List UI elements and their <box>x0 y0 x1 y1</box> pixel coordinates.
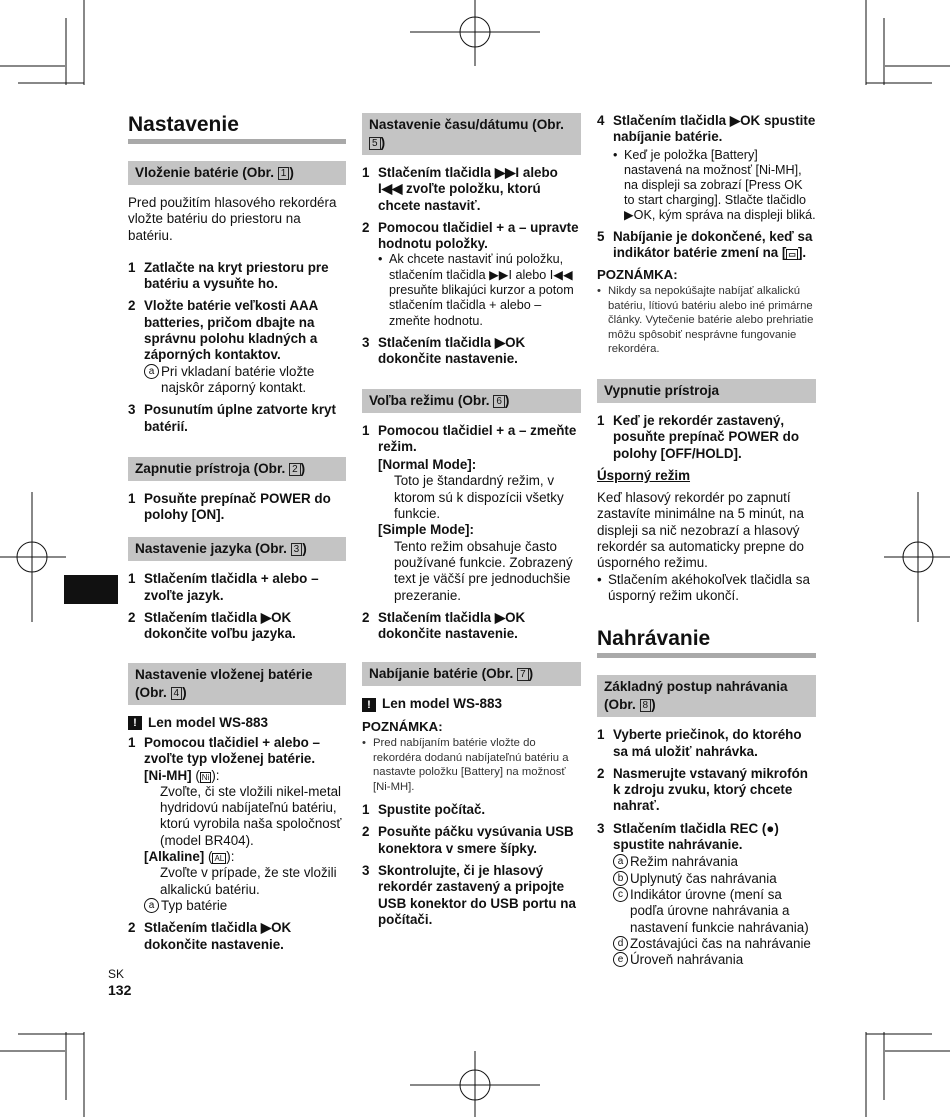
option-alkaline-desc: Zvoľte v prípade, že ste vložili alkalickú batériu. <box>160 865 337 897</box>
section-heading-battery: Vloženie batérie (Obr. 1 ) <box>128 161 346 185</box>
step-item: 1 Vyberte priečinok, do ktorého sa má uložiť nahrávka. <box>597 727 802 759</box>
step-item: 3 Stlačením tlačidla ▶OK dokončite nastavenie. <box>362 334 526 367</box>
page-number: 132 <box>108 982 132 998</box>
section-heading-power: Zapnutie prístroja (Obr. 2 ) <box>128 457 346 481</box>
note-heading: POZNÁMKA: <box>597 267 678 283</box>
section-heading-recording: Základný postup nahrávania (Obr. 8 ) <box>597 675 816 717</box>
step-item: 1 Spustite počítač. <box>362 802 486 818</box>
circle-a-icon: a <box>144 364 159 379</box>
step-item: 1 Keď je rekordér zastavený, posuňte prepínač POWER do polohy [OFF/HOLD]. <box>597 412 800 461</box>
warning-icon: ! <box>362 698 376 712</box>
option-alkaline: [Alkaline] ( AL ): <box>144 849 235 865</box>
section-heading-language: Nastavenie jazyka (Obr. 3 ) <box>128 537 346 561</box>
step-item: 3 Skontrolujte, či je hlasový rekordér zastavený a pripojte USB konektor do USB portu na počítači. <box>362 862 576 927</box>
column-left <box>128 112 346 959</box>
circle-a-icon: a <box>144 898 159 913</box>
note-text: • Pred nabíjaním batérie vložte do rekordéra dodanú nabíjateľnú batériu a nastavte položku [Battery] na možnosť [Ni-MH]. <box>362 737 569 793</box>
page-title: Nastavenie <box>128 112 346 144</box>
sub-note: e Úroveň nahrávania <box>613 952 816 968</box>
step-item: 2 Stlačením tlačidla ▶OK dokončite voľbu jazyka. <box>128 610 296 642</box>
step-item: 3 Posunutím úplne zatvorte kryt batérií. <box>128 402 336 434</box>
section-thumb-tab <box>64 575 118 604</box>
bullet-note: • Stlačením akéhokoľvek tlačidla sa úsporný režim ukončí. <box>597 571 810 603</box>
sub-note: d Zostávajúci čas na nahrávanie <box>613 936 816 952</box>
option-nimh-desc: Zvoľte, či ste vložili nikel-metal hydridovú nabíjateľnú batériu, ktorú vyrobila naša spoločnosť (model BR404). <box>160 783 342 848</box>
circle-d-icon: d <box>613 936 628 951</box>
step-item: 1 Pomocou tlačidiel + a – zmeňte režim. <box>362 422 577 454</box>
circle-e-icon: e <box>613 952 628 967</box>
note-heading: POZNÁMKA: <box>362 718 443 734</box>
step-item: 3 Stlačením tlačidla REC (●) spustite nahrávanie. <box>597 820 779 853</box>
section-heading-battery-setting: Nastavenie vloženej batérie (Obr. 4 ) <box>128 663 346 705</box>
eco-mode-text: Keď hlasový rekordér po zapnutí zastavíte minimálne na 5 minút, na displeji sa nič nezobrazí a hlasový rekordér sa automaticky prepne do úsporného režimu. <box>597 490 804 571</box>
step-item: 2 Stlačením tlačidla ▶OK dokončite nastavenie. <box>362 609 526 642</box>
sub-note: a Typ batérie <box>144 898 346 914</box>
model-restriction: ! Len model WS-883 <box>362 696 581 712</box>
sub-note: a Režim nahrávania <box>613 854 816 870</box>
simple-mode-desc: Tento režim obsahuje často používané funkcie. Zobrazený text je väčší pre jednoduchšie prezeranie. <box>394 538 573 603</box>
bullet-note: • Keď je položka [Battery] nastavená na možnosť [Ni-MH], na displeji sa zobrazí [Press OK to start charging]. Stlačte tlačidlo ▶OK, kým správa na displeji bliká. <box>613 147 816 222</box>
option-nimh: [Ni-MH] ( Ni ): <box>144 767 220 783</box>
sub-note: c Indikátor úrovne (mení sa podľa úrovne nahrávania a nastavení funkcie nahrávania) <box>613 887 816 936</box>
step-item: 4 Stlačením tlačidla ▶OK spustite nabíjanie batérie. <box>597 113 816 145</box>
sub-note: a Pri vkladaní batérie vložte najskôr záporný kontakt. <box>144 364 346 397</box>
battery-nimh-icon: Ni <box>201 772 210 782</box>
eco-mode-title: Úsporný režim <box>597 467 691 483</box>
step-item: 2 Stlačením tlačidla ▶OK dokončite nastavenie. <box>128 920 292 952</box>
step-item: 2 Nasmerujte vstavaný mikrofón k zdroju zvuku, ktorý chcete nahrať. <box>597 765 808 814</box>
simple-mode-label: [Simple Mode]: <box>378 522 474 538</box>
section-heading-power-off: Vypnutie prístroja <box>597 379 816 403</box>
circle-a-icon: a <box>613 854 628 869</box>
circle-b-icon: b <box>613 871 628 886</box>
step-item: 2 Posuňte páčku vysúvania USB konektora v smere šípky. <box>362 824 574 856</box>
step-item: 1 Pomocou tlačidiel + alebo – zvoľte typ vloženej batérie. <box>128 734 320 767</box>
step-item: 1 Zatlačte na kryt priestoru pre batériu a vysuňte ho. <box>128 259 329 292</box>
section-title-recording: Nahrávanie <box>597 626 816 658</box>
step-item: 2 Pomocou tlačidiel + a – upravte hodnotu položky. <box>362 219 579 252</box>
section-heading-charging: Nabíjanie batérie (Obr. 7 ) <box>362 662 581 686</box>
language-label: SK <box>108 967 125 981</box>
step-item: 5 Nabíjanie je dokončené, keď sa indikátor batérie zmení na [ ▭ ]. <box>597 228 813 260</box>
circle-c-icon: c <box>613 887 628 902</box>
sub-note: b Uplynutý čas nahrávania <box>613 871 816 887</box>
battery-alkaline-icon: AL <box>214 854 225 864</box>
section-heading-time: Nastavenie času/dátumu (Obr. 5 ) <box>362 113 581 155</box>
step-item: 1 Posuňte prepínač POWER do polohy [ON]. <box>128 490 331 523</box>
bullet-note: • Ak chcete nastaviť inú položku, stlačením tlačidla ▶▶I alebo I◀◀ presuňte blikajúci kurzor a potom stlačením tlačidla + alebo – zmeňte hodnotu. <box>378 252 574 328</box>
battery-full-icon: ▭ <box>788 249 796 259</box>
warning-icon: ! <box>128 716 142 730</box>
note-text: • Nikdy sa nepokúšajte nabíjať alkalickú batériu, lítiovú batériu alebo iné primárne články. Vytečenie batérie alebo prehriatie môžu spôsobiť nesprávne fungovanie rekordéra. <box>597 285 814 356</box>
battery-intro: Pred použitím hlasového rekordéra vložte batériu do priestoru na batériu. <box>128 195 337 243</box>
column-middle <box>362 113 581 934</box>
step-item: 2 Vložte batérie veľkosti AAA batteries, pričom dbajte na správnu polohu kladných a záporných kontaktov. <box>128 298 318 363</box>
normal-mode-label: [Normal Mode]: <box>378 457 477 473</box>
column-right <box>597 113 816 968</box>
step-item: 1 Stlačením tlačidla + alebo – zvoľte jazyk. <box>128 571 319 603</box>
section-heading-mode: Voľba režimu (Obr. 6 ) <box>362 389 581 413</box>
normal-mode-desc: Toto je štandardný režim, v ktorom sú k dispozícii všetky funkcie. <box>394 473 564 522</box>
page-footer <box>108 966 131 998</box>
model-restriction: ! Len model WS-883 <box>128 715 346 731</box>
step-item: 1 Stlačením tlačidla ▶▶I alebo I◀◀ zvoľte položku, ktorú chcete nastaviť. <box>362 165 558 213</box>
